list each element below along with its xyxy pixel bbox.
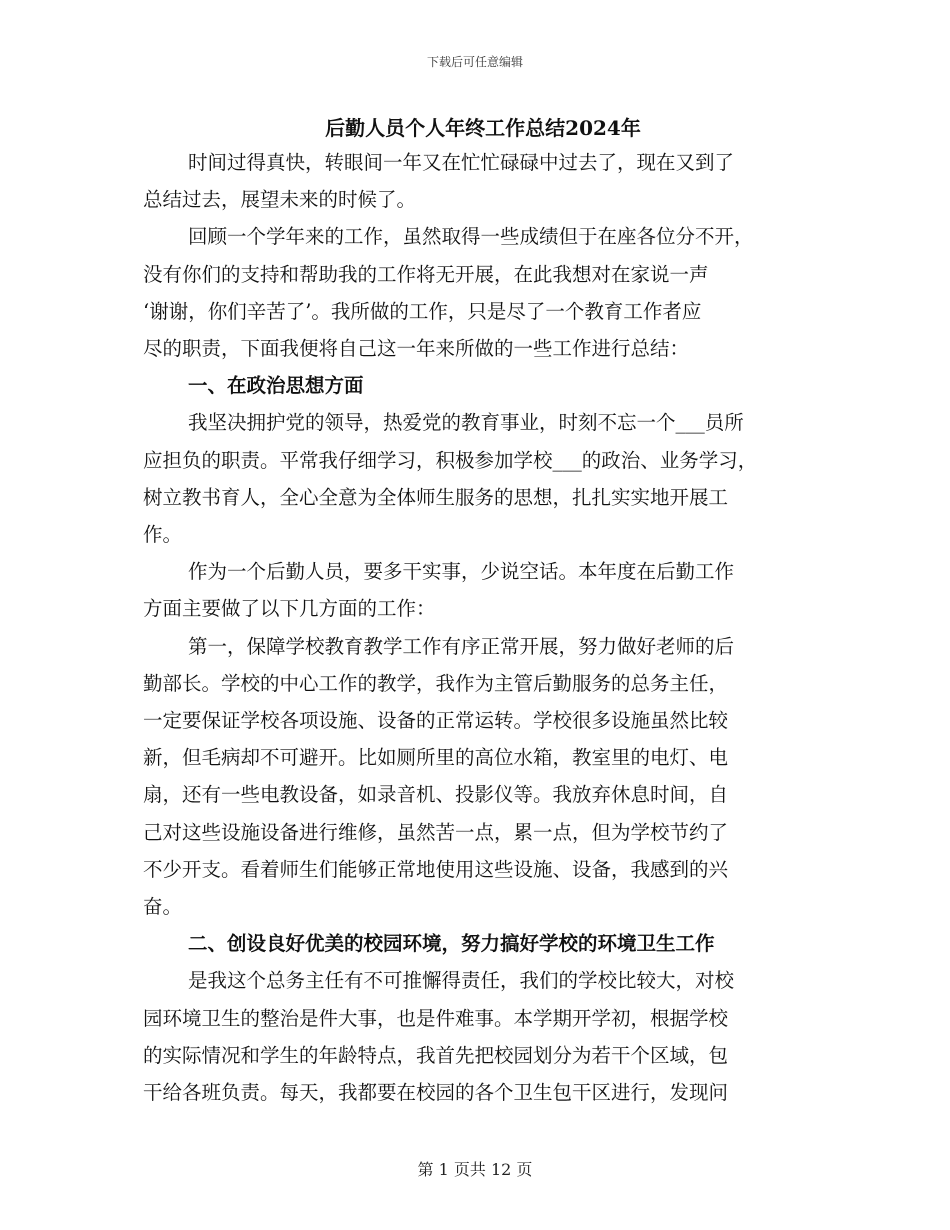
document-text <box>143 144 823 1111</box>
header-note: 下载后可任意编辑 <box>426 55 523 69</box>
text-line: 奋。 <box>143 895 183 919</box>
page-footer: 第 1 页共 12 页 <box>417 1160 533 1179</box>
text-line: 扇，还有一些电教设备，如录音机、投影仪等。我放弃休息时间，自 <box>143 783 729 807</box>
text-line: 的实际情况和学生的年龄特点，我首先把校园划分为若干个区域，包 <box>143 1043 729 1067</box>
text-line: ‘谢谢，你们辛苦了’。我所做的工作，只是尽了一个教育工作者应 <box>143 299 702 323</box>
text-line: 作为一个后勤人员，要多干实事，少说空话。本年度在后勤工作 <box>188 560 735 584</box>
document-body <box>143 112 823 1111</box>
text-line: 勤部长。学校的中心工作的教学，我作为主管后勤服务的总务主任， <box>143 671 729 695</box>
text-line: 不少开支。看着师生们能够正常地使用这些设施、设备，我感到的兴 <box>143 857 729 881</box>
section-heading: 二、创设良好优美的校园环境，努力搞好学校的环境卫生工作 <box>188 932 715 956</box>
text-line: 园环境卫生的整治是件大事，也是件难事。本学期开学初，根据学校 <box>143 1006 729 1030</box>
text-line: 没有你们的支持和帮助我的工作将无开展，在此我想对在家说一声 <box>143 262 709 286</box>
text-line: 作。 <box>143 523 183 547</box>
text-line: 第一，保障学校教育教学工作有序正常开展，努力做好老师的后 <box>188 634 735 658</box>
text-line: 回顾一个学年来的工作，虽然取得一些成绩但于在座各位分不开， <box>188 225 754 249</box>
text-line: 树立教书育人，全心全意为全体师生服务的思想，扎扎实实地开展工 <box>143 485 729 509</box>
text-line: 干给各班负责。每天，我都要在校园的各个卫生包干区进行，发现问 <box>143 1081 729 1105</box>
text-line: 新，但毛病却不可避开。比如厕所里的高位水箱，教室里的电灯、电 <box>143 746 729 770</box>
text-line: 时间过得真快，转眼间一年又在忙忙碌碌中过去了，现在又到了 <box>188 151 735 174</box>
text-line: 总结过去，展望未来的时候了。 <box>143 188 417 212</box>
text-line: 己对这些设施设备进行维修，虽然苦一点，累一点，但为学校节约了 <box>143 820 729 844</box>
text-line: 尽的职责，下面我便将自己这一年来所做的一些工作进行总结： <box>143 337 690 361</box>
document-title: 后勤人员个人年终工作总结2024年 <box>325 116 641 140</box>
text-line: 方面主要做了以下几方面的工作： <box>143 597 436 621</box>
text-line: 是我这个总务主任有不可推懈得责任，我们的学校比较大，对校 <box>188 969 735 993</box>
text-line: 应担负的职责。平常我仔细学习，积极参加学校___的政治、业务学习， <box>143 448 758 472</box>
text-line: 我坚决拥护党的领导，热爱党的教育事业，时刻不忘一个___员所 <box>188 411 744 435</box>
text-line: 一定要保证学校各项设施、设备的正常运转。学校很多设施虽然比较 <box>143 709 729 733</box>
section-heading: 一、在政治思想方面 <box>188 374 364 398</box>
